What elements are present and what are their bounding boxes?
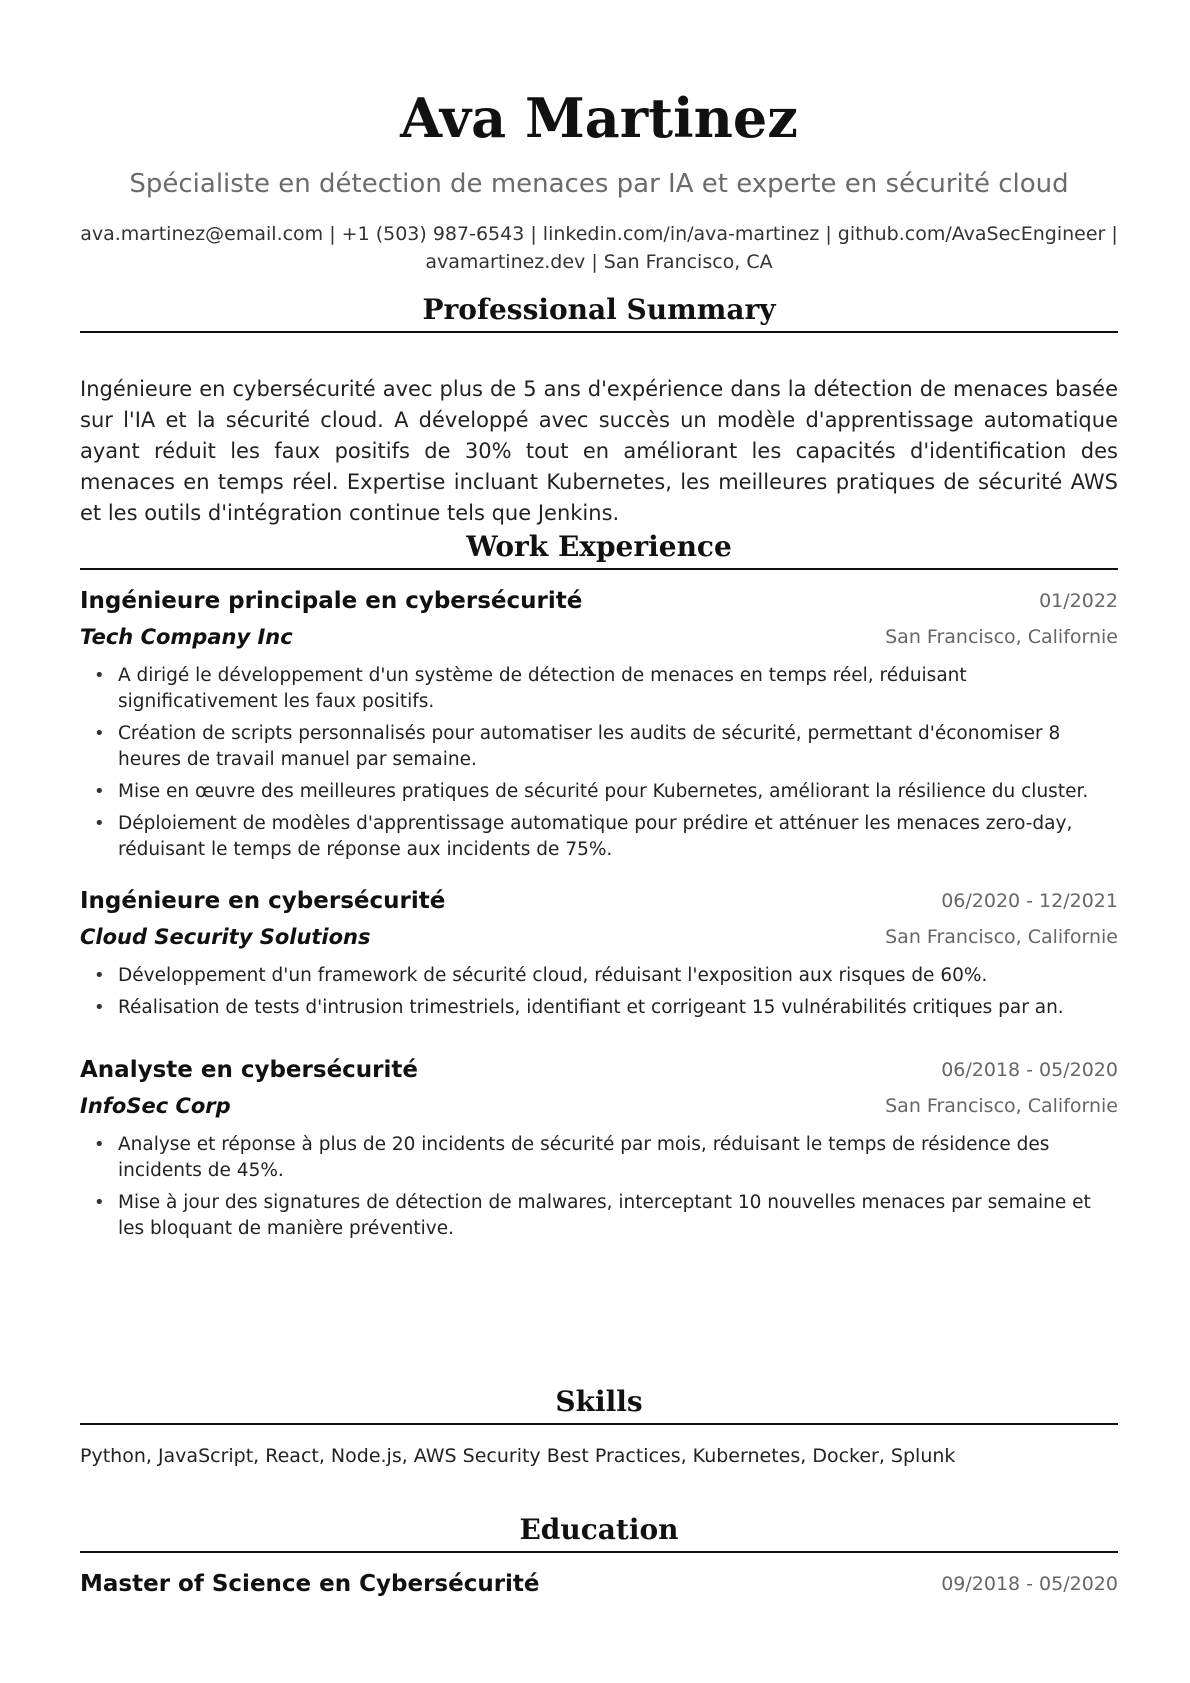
bullet-icon: • bbox=[94, 665, 105, 686]
job-bullet bbox=[80, 721, 1118, 773]
job-company-row bbox=[80, 619, 1118, 655]
job-bullets bbox=[80, 963, 1118, 1021]
job-bullet-text: Déploiement de modèles d'apprentissage automatique pour prédire et atténuer les menaces zero-day, réduisant le temps de réponse aux incidents de 75%. bbox=[118, 813, 1073, 860]
job-bullet-text: Réalisation de tests d'intrusion trimestriels, identifiant et corrigeant 15 vulnérabilités critiques par an. bbox=[118, 997, 1064, 1018]
skills-text: Python, JavaScript, React, Node.js, AWS Security Best Practices, Kubernetes, Docker, Splunk bbox=[80, 1445, 956, 1467]
job-header bbox=[80, 883, 1118, 919]
job-bullet bbox=[80, 1190, 1118, 1242]
job-date: 06/2018 - 05/2020 bbox=[941, 1059, 1118, 1081]
job-title: Analyste en cybersécurité bbox=[80, 1057, 418, 1083]
education-degree: Master of Science en Cybersécurité bbox=[80, 1571, 540, 1597]
job-location: San Francisco, Californie bbox=[885, 626, 1118, 648]
bullet-icon: • bbox=[94, 723, 105, 744]
candidate-name: Ava Martinez bbox=[400, 86, 798, 150]
job-bullet bbox=[80, 779, 1118, 805]
section-title-education: Education bbox=[519, 1513, 679, 1546]
job-date: 06/2020 - 12/2021 bbox=[941, 890, 1118, 912]
section-divider bbox=[80, 1551, 1118, 1553]
job-title: Ingénieure principale en cybersécurité bbox=[80, 588, 583, 614]
bullet-icon: • bbox=[94, 813, 105, 834]
job-entry bbox=[80, 1052, 1118, 1248]
job-company-row bbox=[80, 1088, 1118, 1124]
job-location: San Francisco, Californie bbox=[885, 1095, 1118, 1117]
section-divider bbox=[80, 331, 1118, 333]
job-bullet-text: Développement d'un framework de sécurité cloud, réduisant l'exposition aux risques de 60%. bbox=[118, 965, 988, 986]
job-header bbox=[80, 583, 1118, 619]
bullet-icon: • bbox=[94, 781, 105, 802]
bullet-icon: • bbox=[94, 1192, 105, 1213]
bullet-icon: • bbox=[94, 965, 105, 986]
job-date: 01/2022 bbox=[1039, 590, 1118, 612]
job-bullet-text: Analyse et réponse à plus de 20 incidents de sécurité par mois, réduisant le temps de résidence des incidents de 45%. bbox=[118, 1134, 1050, 1181]
job-bullet bbox=[80, 663, 1118, 715]
section-title-experience: Work Experience bbox=[466, 530, 732, 563]
summary-text: Ingénieure en cybersécurité avec plus de 5 ans d'expérience dans la détection de menaces basée sur l'IA et la sécurité cloud. A développé avec succès un modèle d'apprentissage automatique ayant réduit les faux positifs de 30% tout en améliorant les capacités d'identification des menaces en temps réel. Expertise incluant Kubernetes, les meilleures pratiques de sécurité AWS et les outils d'intégration continue tels que Jenkins. bbox=[80, 377, 1118, 525]
job-entry bbox=[80, 883, 1118, 1027]
job-location: San Francisco, Californie bbox=[885, 926, 1118, 948]
job-company-row bbox=[80, 919, 1118, 955]
job-bullet-text: A dirigé le développement d'un système de détection de menaces en temps réel, réduisant significativement les faux positifs. bbox=[118, 665, 967, 712]
job-bullet-text: Mise en œuvre des meilleures pratiques de sécurité pour Kubernetes, améliorant la résilience du cluster. bbox=[118, 781, 1089, 802]
contact-line-1: ava.martinez@email.com | +1 (503) 987-6543 | linkedin.com/in/ava-martinez | github.com/AvaSecEngineer | bbox=[80, 223, 1118, 245]
job-bullet bbox=[80, 811, 1118, 863]
education-date: 09/2018 - 05/2020 bbox=[941, 1573, 1118, 1595]
job-bullet-text: Création de scripts personnalisés pour automatiser les audits de sécurité, permettant d'économiser 8 heures de travail manuel par semaine. bbox=[118, 723, 1061, 770]
job-bullets bbox=[80, 1132, 1118, 1242]
job-company: Cloud Security Solutions bbox=[80, 925, 371, 949]
job-bullets bbox=[80, 663, 1118, 863]
section-title-skills: Skills bbox=[555, 1385, 643, 1418]
job-bullet-text: Mise à jour des signatures de détection de malwares, interceptant 10 nouvelles menaces par semaine et les bloquant de manière préventive. bbox=[118, 1192, 1091, 1239]
job-company: Tech Company Inc bbox=[80, 625, 293, 649]
job-bullet bbox=[80, 963, 1118, 989]
bullet-icon: • bbox=[94, 997, 105, 1018]
education-header bbox=[80, 1566, 1118, 1602]
education-entry bbox=[80, 1566, 1118, 1602]
bullet-icon: • bbox=[94, 1134, 105, 1155]
job-bullet bbox=[80, 1132, 1118, 1184]
job-company: InfoSec Corp bbox=[80, 1094, 231, 1118]
section-divider bbox=[80, 1423, 1118, 1425]
section-divider bbox=[80, 568, 1118, 570]
candidate-headline: Spécialiste en détection de menaces par IA et experte en sécurité cloud bbox=[129, 169, 1069, 199]
job-title: Ingénieure en cybersécurité bbox=[80, 888, 446, 914]
job-header bbox=[80, 1052, 1118, 1088]
section-title-summary: Professional Summary bbox=[422, 293, 776, 326]
job-entry bbox=[80, 583, 1118, 869]
contact-line-2: avamartinez.dev | San Francisco, CA bbox=[425, 251, 773, 273]
contact-info bbox=[80, 220, 1118, 276]
job-bullet bbox=[80, 995, 1118, 1021]
